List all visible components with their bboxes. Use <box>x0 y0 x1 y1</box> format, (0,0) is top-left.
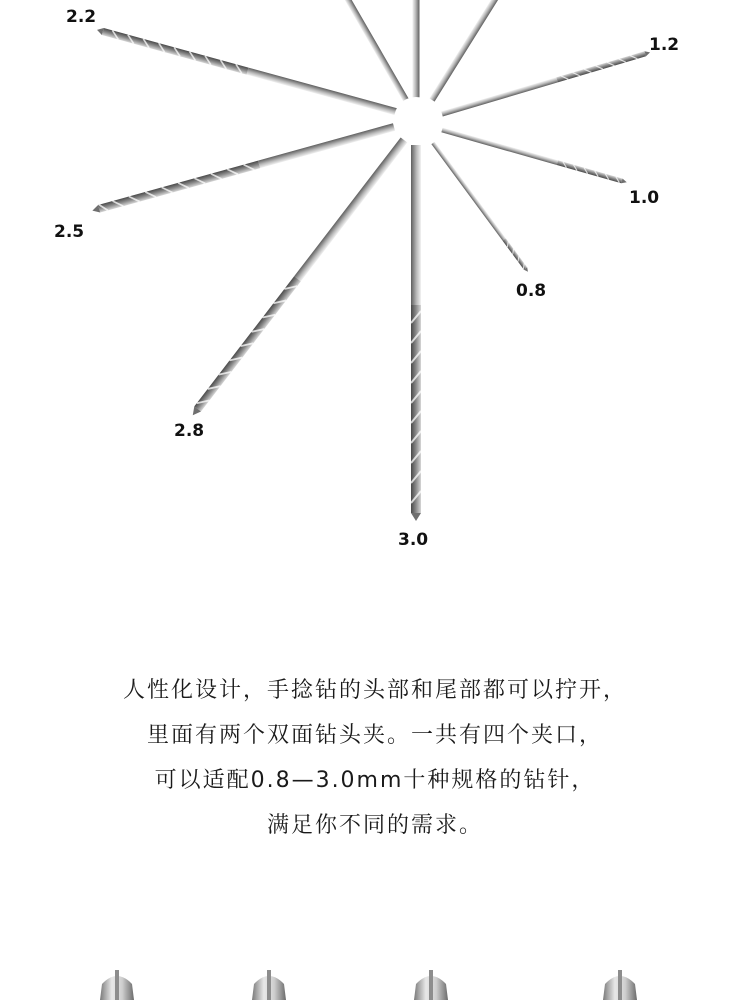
size-label-2-2: 2.2 <box>66 7 97 27</box>
description-line-1: 人性化设计，手捻钻的头部和尾部都可以拧开， <box>122 678 627 703</box>
size-label-1-2: 1.2 <box>649 35 680 55</box>
drill-bit-top-2 <box>413 0 420 98</box>
chuck-tip-3 <box>414 970 448 1000</box>
drill-bit-2-5 <box>91 123 395 214</box>
drill-bit-top-1 <box>338 0 408 102</box>
description-line-4: 满足你不同的需求。 <box>266 813 483 838</box>
product-description <box>0 668 750 848</box>
drill-bit-0-8 <box>431 142 529 273</box>
chuck-tip-4 <box>603 970 637 1000</box>
description-line-3: 可以适配0.8—3.0mm十种规格的钻针， <box>154 768 596 793</box>
size-label-2-5: 2.5 <box>54 222 85 242</box>
size-label-3-0: 3.0 <box>398 530 429 550</box>
size-label-1-0: 1.0 <box>629 188 660 208</box>
drill-bit-1-2 <box>441 50 651 117</box>
chuck-tip-1 <box>100 970 134 1000</box>
size-label-0-8: 0.8 <box>516 281 547 301</box>
drill-bit-top-3 <box>429 0 503 102</box>
drill-bit-3-0 <box>411 145 421 521</box>
center-hub <box>394 97 438 141</box>
drill-bit-1-0 <box>441 128 627 185</box>
size-label-2-8: 2.8 <box>174 421 205 441</box>
description-line-2: 里面有两个双面钻头夹。一共有四个夹口， <box>146 723 603 748</box>
chuck-tip-2 <box>252 970 286 1000</box>
chuck-tips-row <box>0 960 750 1000</box>
drill-bit-2-2 <box>96 26 398 115</box>
drill-bit-2-8 <box>189 137 407 417</box>
